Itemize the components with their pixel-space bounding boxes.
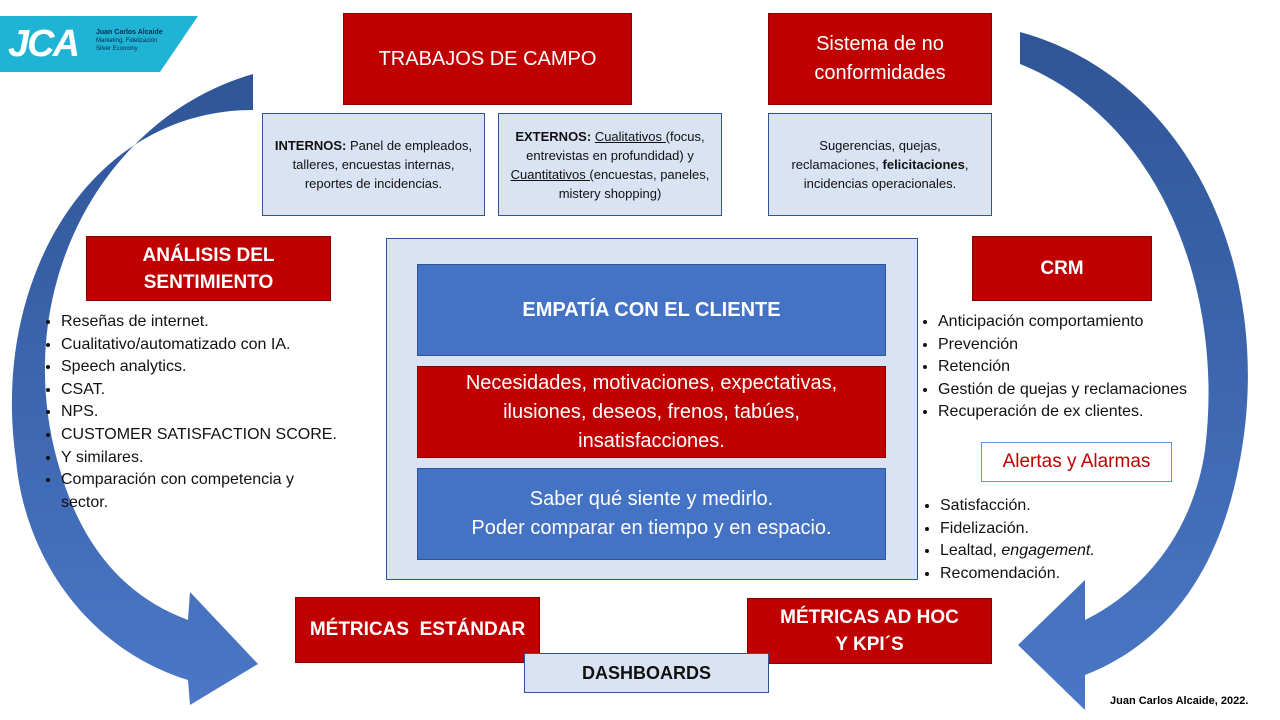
externos-text: [507, 127, 713, 203]
externos-cuantitativos: Cuantitativos (: [510, 166, 594, 182]
crm-list-container: [901, 311, 1241, 424]
list-item: • Reseñas de internet.: [61, 311, 374, 334]
list-item: • Fidelización.: [940, 518, 1203, 541]
footer-credit: Juan Carlos Alcaide, 2022.: [1110, 695, 1249, 707]
internos-label: INTERNOS:: [274, 138, 347, 153]
crm-title: CRM: [1040, 257, 1084, 279]
externos-cuantitativos-detail: encuestas, paneles, mistery shopping): [558, 166, 710, 201]
analisis-list: [24, 311, 374, 514]
list-item: • Cualitativo/automatizado con IA.: [61, 334, 374, 357]
list-item: • NPS.: [61, 401, 374, 424]
list-item: • CUSTOMER SATISFACTION SCORE.: [61, 424, 374, 447]
internos-box: [262, 113, 485, 216]
alertas-title: Alertas y Alarmas: [1002, 451, 1151, 472]
trabajos-de-campo-box: [343, 13, 632, 105]
list-item: • Gestión de quejas y reclamaciones: [938, 379, 1241, 402]
alertas-list: [903, 495, 1203, 585]
necesidades-box: [417, 366, 886, 458]
sugerencias-box: [768, 113, 992, 216]
sugerencias-text: [777, 136, 983, 193]
metricas-estandar-title: MÉTRICAS ESTÁNDAR: [309, 619, 526, 640]
logo-tagline-1: Marketing, Fidelización: [96, 38, 158, 44]
list-item: • Lealtad, engagement.: [940, 540, 1203, 563]
crm-box: [972, 236, 1152, 301]
list-item: • Recomendación.: [940, 563, 1203, 586]
necesidades-text: Necesidades, motivaciones, expectativas, ilusiones, deseos, frenos, tabúes, insatisfacciones.: [465, 371, 838, 452]
logo-tagline-2: Silver Economy: [96, 46, 138, 52]
list-item: • Recuperación de ex clientes.: [938, 401, 1241, 424]
saber-line-2: Poder comparar en tiempo y en espacio.: [471, 517, 832, 539]
logo-mark: JCA: [8, 23, 79, 65]
logo: [0, 16, 200, 72]
externos-label: EXTERNOS:: [515, 128, 592, 144]
list-item: • Comparación con competencia y sector.: [61, 469, 311, 514]
logo-name: Juan Carlos Alcaide: [96, 29, 163, 36]
list-item: • CSAT.: [61, 379, 374, 402]
empatia-title: EMPATÍA CON EL CLIENTE: [522, 298, 781, 321]
analisis-sentimiento-title: ANÁLISIS DEL SENTIMIENTO: [142, 244, 275, 293]
analisis-sentimiento-box: [86, 236, 331, 301]
dashboards-box: [524, 653, 769, 693]
externos-cualitativos-detail: focus, entrevistas en profundidad) y: [526, 128, 705, 163]
sugerencias-felicitaciones: felicitaciones: [882, 157, 965, 172]
list-item: • Y similares.: [61, 447, 374, 470]
empatia-box: [417, 264, 886, 356]
sistema-no-conformidades-box: [768, 13, 992, 105]
sugerencias-post: , incidencias operacionales.: [803, 157, 969, 191]
list-item: • Prevención: [938, 334, 1241, 357]
list-item: • Speech analytics.: [61, 356, 374, 379]
list-item: • Retención: [938, 356, 1241, 379]
sugerencias-pre: Sugerencias, quejas, reclamaciones,: [791, 138, 941, 172]
saber-box: [417, 468, 886, 560]
sistema-no-conformidades-title: Sistema de no conformidades: [814, 33, 946, 84]
externos-box: [498, 113, 722, 216]
engagement-emphasis: engagement.: [1001, 542, 1095, 560]
trabajos-de-campo-title: TRABAJOS DE CAMPO: [378, 47, 597, 70]
list-item: • Anticipación comportamiento: [938, 311, 1241, 334]
list-item: • Satisfacción.: [940, 495, 1203, 518]
crm-list: [901, 311, 1241, 424]
internos-text: [271, 136, 476, 193]
analisis-list-container: [24, 311, 374, 514]
metricas-adhoc-line-1: MÉTRICAS AD HOC: [780, 607, 959, 628]
externos-cualitativos: Cualitativos (: [594, 128, 670, 144]
metricas-adhoc-line-2: Y KPI´S: [835, 634, 904, 655]
dashboards-title: DASHBOARDS: [581, 662, 711, 683]
metricas-adhoc-box: [747, 598, 992, 664]
saber-line-1: Saber qué siente y medirlo.: [529, 488, 774, 510]
internos-description: Panel de empleados, talleres, encuestas internas, reportes de incidencias.: [292, 138, 473, 191]
alertas-list-container: [903, 495, 1203, 585]
metricas-estandar-box: [295, 597, 540, 663]
alertas-box: [981, 442, 1172, 482]
